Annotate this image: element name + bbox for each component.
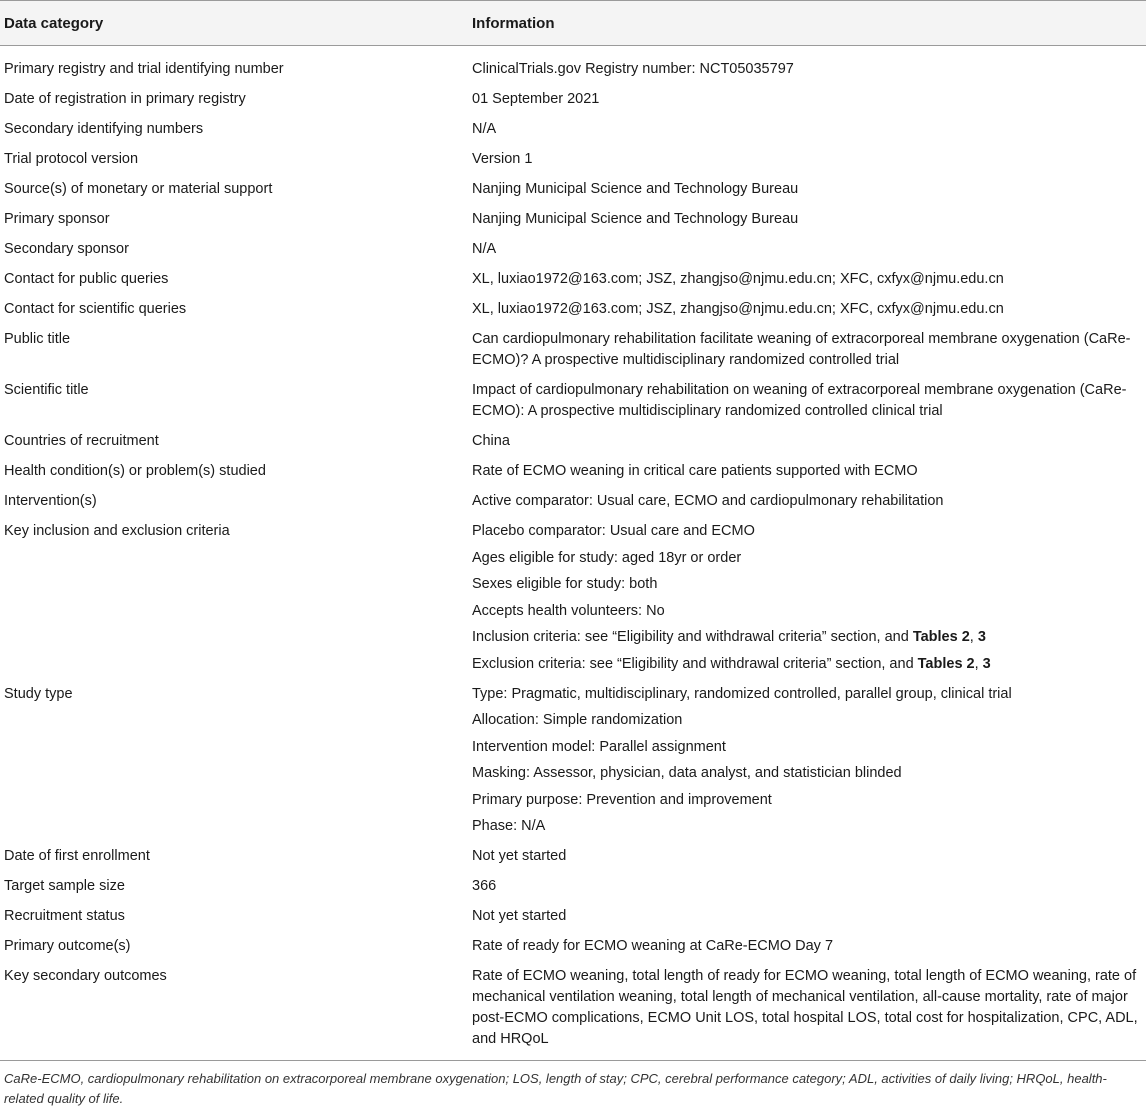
information-cell: [468, 115, 1146, 145]
header-row: [0, 1, 1146, 46]
information-line: Nanjing Municipal Science and Technology Bureau: [472, 211, 799, 227]
data-category-cell: Health condition(s) or problem(s) studied: [4, 463, 266, 479]
data-category-cell: Scientific title: [4, 382, 89, 398]
information-cell: [468, 487, 1146, 517]
table-row: [0, 175, 1146, 205]
table-row: [0, 145, 1146, 175]
information-line: 366: [472, 878, 497, 894]
information-line: XL, luxiao1972@163.com; JSZ, zhangjso@njmu.edu.cn; XFC, cxfyx@njmu.edu.cn: [472, 271, 1004, 287]
table-reference: Tables 2: [912, 629, 970, 645]
data-category-cell: Secondary sponsor: [4, 241, 129, 257]
information-cell: [468, 265, 1146, 295]
information-cell: [468, 457, 1146, 487]
information-line: Nanjing Municipal Science and Technology Bureau: [472, 181, 799, 197]
table-row: [0, 427, 1146, 457]
information-line: Primary purpose: Prevention and improvement: [472, 791, 772, 808]
table-reference: Tables 2: [917, 655, 975, 672]
information-cell: [468, 295, 1146, 325]
information-cell: [468, 872, 1146, 902]
information-line: 01 September 2021: [472, 91, 600, 107]
information-cell: [468, 517, 1146, 680]
table-row: [0, 115, 1146, 145]
information-cell: [468, 325, 1146, 376]
information-cell: [468, 902, 1146, 932]
table-row: [0, 376, 1146, 427]
table-row: [0, 457, 1146, 487]
information-line: Rate of ECMO weaning in critical care patients supported with ECMO: [472, 463, 918, 479]
table-row: [0, 205, 1146, 235]
table-row: [0, 235, 1146, 265]
table-row: [0, 325, 1146, 376]
information-line: China: [472, 433, 510, 449]
information-line: Sexes eligible for study: both: [472, 576, 658, 592]
table-row: [0, 962, 1146, 1060]
information-line: Rate of ECMO weaning, total length of ready for ECMO weaning, total length of ECMO weaning, rate of mechanical ventilation weaning, total length of mechanical ventilation, all-cause mortality, rate of major post-ECMO complications, ECMO Unit LOS, total hospital LOS, total cost for hospitalization, CPC, ADL, and HRQoL: [472, 968, 1138, 1047]
data-category-cell: Contact for scientific queries: [4, 301, 187, 317]
table-reference: 3: [982, 655, 991, 672]
information-line: ClinicalTrials.gov Registry number: NCT05035797: [472, 61, 794, 77]
information-cell: [468, 85, 1146, 115]
information-line: Accepts health volunteers: No: [472, 602, 665, 619]
data-category-cell: Intervention(s): [4, 493, 97, 509]
data-category-cell: Secondary identifying numbers: [4, 121, 204, 137]
information-line: Active comparator: Usual care, ECMO and cardiopulmonary rehabilitation: [472, 493, 944, 509]
data-category-cell: Study type: [4, 685, 73, 702]
table-row: [0, 842, 1146, 872]
data-category-cell: Countries of recruitment: [4, 433, 159, 449]
information-text: ,: [969, 629, 978, 645]
information-line: XL, luxiao1972@163.com; JSZ, zhangjso@njmu.edu.cn; XFC, cxfyx@njmu.edu.cn: [472, 301, 1004, 317]
table-row: [0, 932, 1146, 962]
data-category-cell: Primary sponsor: [4, 211, 110, 227]
information-cell: [468, 932, 1146, 962]
data-category-cell: Primary registry and trial identifying number: [4, 61, 284, 77]
information-line: Placebo comparator: Usual care and ECMO: [472, 523, 755, 539]
table-row: [0, 872, 1146, 902]
table-body: [0, 46, 1146, 1061]
table-row: [0, 265, 1146, 295]
information-line: N/A: [472, 241, 497, 257]
information-line: Type: Pragmatic, multidisciplinary, randomized controlled, parallel group, clinical trial: [472, 685, 1012, 702]
information-line: Intervention model: Parallel assignment: [472, 738, 726, 755]
header-data-category: Data category: [0, 1, 468, 46]
information-line: Masking: Assessor, physician, data analyst, and statistician blinded: [472, 765, 902, 781]
data-category-cell: Key secondary outcomes: [4, 968, 167, 984]
information-line: Phase: N/A: [472, 818, 546, 834]
information-line: Impact of cardiopulmonary rehabilitation on weaning of extracorporeal membrane oxygenation (CaRe-ECMO): A prospective multidisciplinary randomized controlled clinical trial: [472, 382, 1127, 419]
information-line: Ages eligible for study: aged 18yr or order: [472, 549, 742, 566]
table-reference: 3: [977, 629, 986, 645]
table-row: [0, 85, 1146, 115]
data-category-cell: Contact for public queries: [4, 271, 169, 287]
table-footnote: CaRe-ECMO, cardiopulmonary rehabilitation on extracorporeal membrane oxygenation; LOS, length of stay; CPC, cerebral performance category; ADL, activities of daily living; HRQoL, health-related quality of life.: [0, 1060, 1146, 1109]
header-information: Information: [468, 1, 1146, 46]
information-text: ,: [974, 655, 983, 672]
table-row: [0, 902, 1146, 932]
information-text: Inclusion criteria: see “Eligibility and withdrawal criteria” section, and: [472, 629, 913, 645]
information-line: Rate of ready for ECMO weaning at CaRe-ECMO Day 7: [472, 938, 834, 954]
table-row: [0, 517, 1146, 680]
information-line: Not yet started: [472, 908, 567, 924]
information-line: [472, 654, 1146, 675]
information-cell: [468, 175, 1146, 205]
information-cell: [468, 376, 1146, 427]
table-row: [0, 46, 1146, 86]
information-cell: [468, 205, 1146, 235]
data-category-cell: Public title: [4, 331, 71, 347]
information-line: N/A: [472, 121, 497, 137]
information-cell: [468, 680, 1146, 843]
table-row: [0, 295, 1146, 325]
data-category-cell: Key inclusion and exclusion criteria: [4, 523, 230, 539]
information-cell: [468, 46, 1146, 86]
table-row: [0, 680, 1146, 843]
data-category-cell: Primary outcome(s): [4, 938, 131, 954]
data-category-cell: Recruitment status: [4, 908, 125, 924]
data-category-cell: Target sample size: [4, 878, 125, 894]
information-cell: [468, 842, 1146, 872]
information-cell: [468, 427, 1146, 457]
data-category-cell: Date of first enrollment: [4, 848, 150, 864]
data-category-cell: Date of registration in primary registry: [4, 91, 246, 107]
data-category-cell: Trial protocol version: [4, 151, 139, 167]
data-category-cell: Source(s) of monetary or material support: [4, 181, 273, 197]
information-text: Exclusion criteria: see “Eligibility and withdrawal criteria” section, and: [472, 655, 918, 672]
information-line: Allocation: Simple randomization: [472, 712, 683, 728]
table-row: [0, 487, 1146, 517]
information-cell: [468, 962, 1146, 1060]
information-cell: [468, 235, 1146, 265]
information-line: Can cardiopulmonary rehabilitation facilitate weaning of extracorporeal membrane oxygenation (CaRe-ECMO)? A prospective multidisciplinary randomized controlled trial: [472, 331, 1131, 368]
information-line: Version 1: [472, 151, 533, 167]
information-line: Not yet started: [472, 848, 567, 864]
information-line: [472, 627, 1146, 648]
information-cell: [468, 145, 1146, 175]
